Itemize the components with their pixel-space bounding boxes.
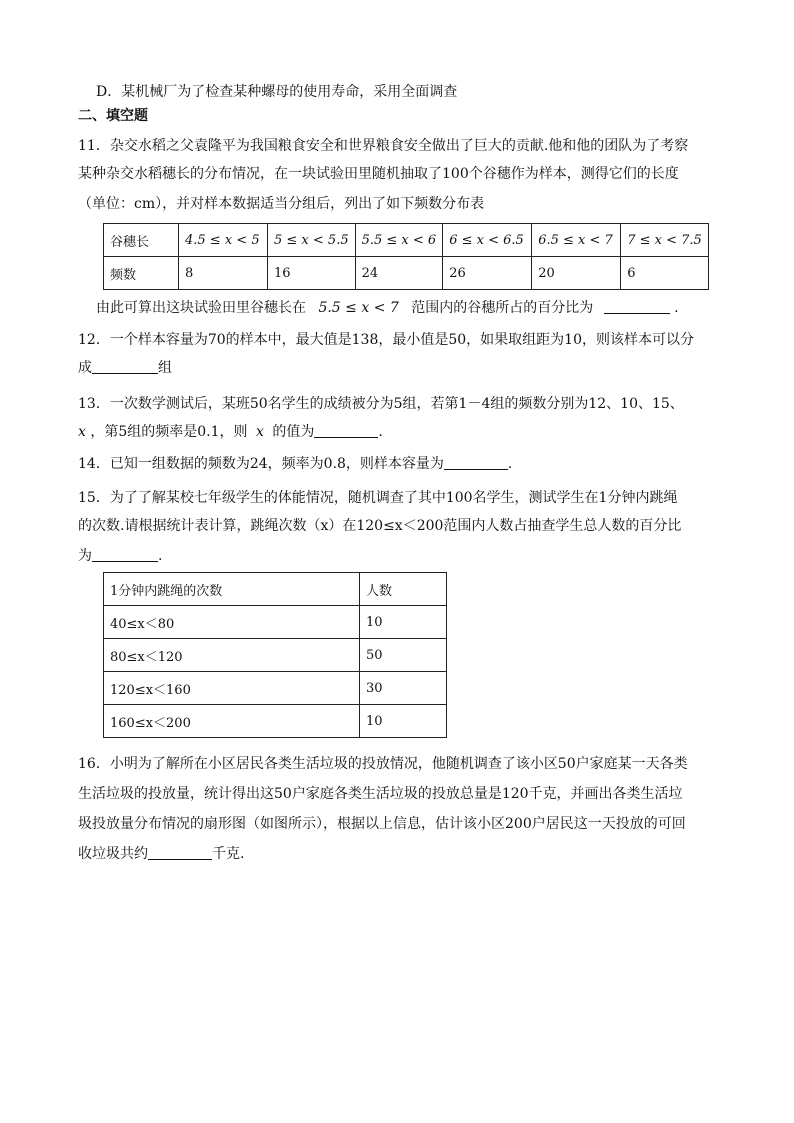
table-cell: 160≤x＜200 xyxy=(104,705,360,738)
q15-line2: 的次数.请根据统计表计算，跳绳次数（x）在120≤x＜200范围内人数占抽查学生总人数的百分比 xyxy=(78,518,682,534)
table-cell: 6.5 ≤ x < 7 xyxy=(532,224,621,257)
answer-blank[interactable] xyxy=(148,844,212,860)
q11-line2: 某种杂交水稻穗长的分布情况，在一块试验田里随机抽取了100个谷穗作为样本，测得它们的长度 xyxy=(78,166,679,182)
answer-blank[interactable] xyxy=(314,422,378,438)
q16-text-b: 千克. xyxy=(212,846,245,862)
q11-text-b: 范围内的谷穗所占的百分比为 xyxy=(411,300,594,316)
table-row xyxy=(104,672,447,705)
q14-line1 xyxy=(78,452,718,476)
table-cell: 120≤x＜160 xyxy=(104,672,360,705)
q16-line2: 生活垃圾的投放量，统计得出这50户家庭各类生活垃圾的投放总量是120千克，并画出各类生活垃 xyxy=(78,786,683,802)
table-cell: 5 ≤ x < 5.5 xyxy=(268,224,356,257)
table-row xyxy=(104,224,709,257)
jump-rope-table xyxy=(103,572,447,738)
q13-line2 xyxy=(78,420,718,444)
table-cell: 26 xyxy=(443,257,532,290)
q15-line1: 15．为了了解某校七年级学生的体能情况，随机调查了其中100名学生，测试学生在1分钟内跳绳 xyxy=(78,490,678,506)
q14-end: . xyxy=(507,456,513,472)
answer-blank[interactable] xyxy=(92,358,158,374)
q13-text-b: 的值为 xyxy=(272,424,315,440)
table-cell: 谷穗长 xyxy=(104,224,179,257)
q15-text-a: 为 xyxy=(78,548,92,564)
table-cell: 4.5 ≤ x < 5 xyxy=(179,224,268,257)
q12-line2 xyxy=(78,356,718,380)
q14-text: 14．已知一组数据的频数为24，频率为0.8，则样本容量为 xyxy=(78,456,444,472)
q11-text-a: 由此可算出这块试验田里谷穗长在 xyxy=(96,300,306,316)
table-row xyxy=(104,705,447,738)
table-cell: 16 xyxy=(268,257,356,290)
table-row xyxy=(104,639,447,672)
q11-range: 5.5 ≤ x < 7 xyxy=(318,300,399,316)
table-row xyxy=(104,257,709,290)
table-cell: 6 ≤ x < 6.5 xyxy=(443,224,532,257)
q13-var-2: x xyxy=(255,424,264,440)
q16-line4 xyxy=(78,842,718,866)
table-header-cell: 人数 xyxy=(360,573,447,606)
answer-blank[interactable] xyxy=(604,298,670,314)
q12-line1: 12．一个样本容量为70的样本中，最大值是138，最小值是50，如果取组距为10，则该样本可以分 xyxy=(78,332,694,348)
answer-blank[interactable] xyxy=(92,546,158,562)
q13-end: . xyxy=(378,424,383,440)
q12-text-a: 成 xyxy=(78,360,92,376)
table-cell: 10 xyxy=(360,705,447,738)
section-title: 二、填空题 xyxy=(78,108,148,124)
table-cell: 24 xyxy=(355,257,443,290)
table-cell: 10 xyxy=(360,606,447,639)
option-d: D．某机械厂为了检查某种螺母的使用寿命，采用全面调查 xyxy=(96,84,458,100)
table-header-cell: 1分钟内跳绳的次数 xyxy=(104,573,360,606)
q12-text-b: 组 xyxy=(158,360,172,376)
table-cell: 8 xyxy=(179,257,268,290)
table-row xyxy=(104,606,447,639)
q16-line1: 16．小明为了解所在小区居民各类生活垃圾的投放情况，他随机调查了该小区50户家庭某一天各类 xyxy=(78,756,688,772)
table-cell: 7 ≤ x < 7.5 xyxy=(621,224,709,257)
q16-line3: 圾投放量分布情况的扇形图（如图所示），根据以上信息，估计该小区200户居民这一天投放的可回 xyxy=(78,816,686,832)
q11-answer-line xyxy=(96,296,736,320)
table-cell: 50 xyxy=(360,639,447,672)
q11-line3: （单位：cm），并对样本数据适当分组后，列出了如下频数分布表 xyxy=(78,196,485,212)
q13-text-a: ，第5组的频率是0.1，则 xyxy=(90,424,248,440)
table-cell: 30 xyxy=(360,672,447,705)
frequency-table xyxy=(103,223,709,290)
answer-blank[interactable] xyxy=(444,454,508,470)
q15-end: . xyxy=(158,548,163,564)
q11-line1: 11．杂交水稻之父袁隆平为我国粮食安全和世界粮食安全做出了巨大的贡献.他和他的团队为了考察 xyxy=(78,138,689,154)
table-cell: 40≤x＜80 xyxy=(104,606,360,639)
q13-line1: 13．一次数学测试后，某班50名学生的成绩被分为5组，若第1－4组的频数分别为12、10、15、 xyxy=(78,396,684,412)
table-cell: 20 xyxy=(532,257,621,290)
q16-text-a: 收垃圾共约 xyxy=(78,846,148,862)
q13-var: x xyxy=(78,424,86,440)
table-cell: 频数 xyxy=(104,257,179,290)
table-cell: 80≤x＜120 xyxy=(104,639,360,672)
q15-line3 xyxy=(78,544,718,568)
table-row xyxy=(104,573,447,606)
table-cell: 6 xyxy=(621,257,709,290)
table-cell: 5.5 ≤ x < 6 xyxy=(355,224,443,257)
q11-end: . xyxy=(674,300,679,316)
